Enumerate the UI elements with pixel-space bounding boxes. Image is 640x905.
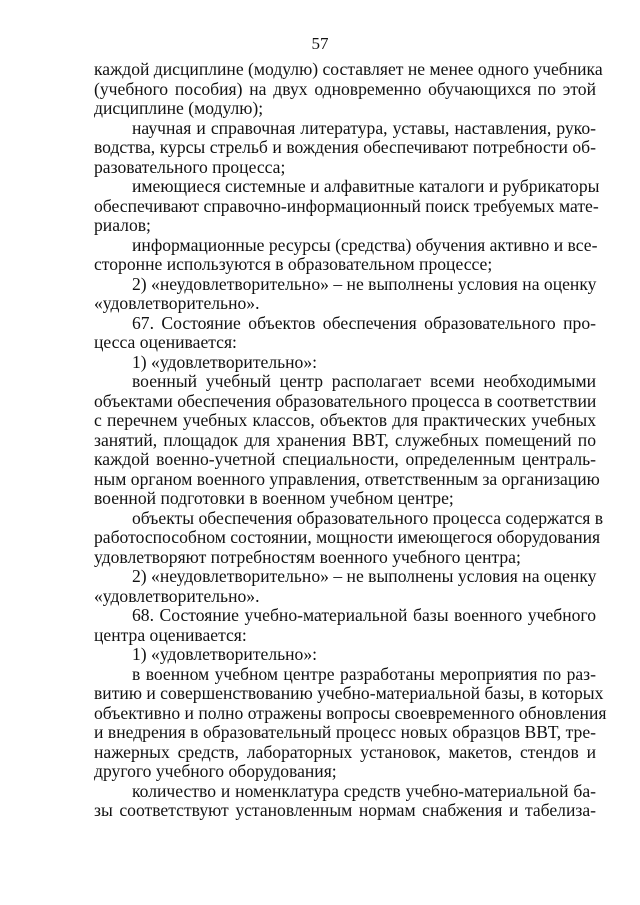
paragraph <box>94 371 600 509</box>
paragraph <box>94 507 604 568</box>
text-line: 67. Состояние объектов обеспечения образовательного про- <box>132 312 596 333</box>
text-line: 2) «неудовлетворительно» – не выполнены условия на оценку <box>132 273 597 294</box>
text-line: объекты обеспечения образовательного процесса содержатся в <box>132 507 604 528</box>
paragraph <box>94 606 596 645</box>
text-line: 1) «удовлетворительно»: <box>132 351 318 372</box>
text-line: каждой дисциплине (модулю) составляет не менее одного учебника <box>94 59 603 79</box>
text-line: военной подготовки в военном учебном центре; <box>94 488 454 508</box>
text-line: в военном учебном центре разработаны мероприятия по раз- <box>132 663 596 684</box>
text-line: количество и номенклатура средств учебно-материальной ба- <box>132 780 596 801</box>
text-line: (учебного пособия) на двух одновременно обучающихся по этой <box>94 78 596 99</box>
text-line: и внедрения в образовательный процесс новых образцов ВВТ, тре- <box>94 722 596 742</box>
text-line: другого учебного оборудования; <box>94 761 337 781</box>
paragraph <box>94 275 596 314</box>
paragraph <box>94 236 596 275</box>
document-body <box>94 59 607 821</box>
text-line: военный учебный центр располагает всеми необходимыми <box>132 371 596 391</box>
text-line: объективно и полно отражены вопросы своевременного обновления <box>94 702 607 723</box>
text-line: витию и совершенствованию учебно-материальной базы, в которых <box>94 683 604 703</box>
text-line: научная и справочная литература, уставы, наставления, руко- <box>132 117 596 138</box>
page-number: 57 <box>311 34 329 53</box>
text-line: «удовлетворительно». <box>94 585 260 606</box>
text-line: каждой военно-учетной специальности, определенным централь- <box>94 449 596 469</box>
paragraph <box>94 119 596 178</box>
text-line: 1) «удовлетворительно»: <box>132 644 318 664</box>
paragraph <box>94 663 607 782</box>
text-line: ным органом военного управления, ответственным за организацию <box>94 468 600 489</box>
text-line: с перечнем учебных классов, объектов для практических учебных <box>94 410 596 430</box>
text-line: зы соответствуют установленным нормам снабжения и табелиза- <box>94 800 596 820</box>
text-line: имеющиеся системные и алфавитные каталоги и рубрикаторы <box>132 176 600 196</box>
text-line: разовательного процесса; <box>94 156 286 177</box>
text-line: сторонне используются в образовательном процессе; <box>94 254 493 274</box>
text-line: 2) «неудовлетворительно» – не выполнены условия на оценку <box>132 566 597 586</box>
paragraph <box>94 353 596 373</box>
text-line: цесса оценивается: <box>94 332 237 352</box>
text-line: занятий, площадок для хранения ВВТ, служебных помещений по <box>94 429 596 450</box>
text-line: центра оценивается: <box>94 624 247 645</box>
text-line: обеспечивают справочно-информационный поиск требуемых мате- <box>94 195 599 216</box>
paragraph <box>94 314 596 353</box>
text-line: водства, курсы стрельб и вождения обеспечивают потребности об- <box>94 137 596 157</box>
paragraph <box>94 645 596 665</box>
paragraph <box>94 59 603 119</box>
text-line: объектами обеспечения образовательного процесса в соответствии <box>94 390 597 411</box>
paragraph <box>94 567 596 606</box>
text-line: нажерных средств, лабораторных установок, макетов, стендов и <box>94 741 596 762</box>
text-line: «удовлетворительно». <box>94 293 260 313</box>
text-line: информационные ресурсы (средства) обучения активно и все- <box>132 234 598 255</box>
text-line: дисциплине (модулю); <box>94 98 264 118</box>
text-line: работоспособном состоянии, мощности имеющегося оборудования <box>94 527 601 547</box>
paragraph <box>94 176 600 236</box>
text-line: 68. Состояние учебно-материальной базы военного учебного <box>132 605 596 625</box>
text-line: удовлетворяют потребностям военного учебного центра; <box>94 546 521 567</box>
text-line: риалов; <box>94 215 151 235</box>
paragraph <box>94 782 596 821</box>
